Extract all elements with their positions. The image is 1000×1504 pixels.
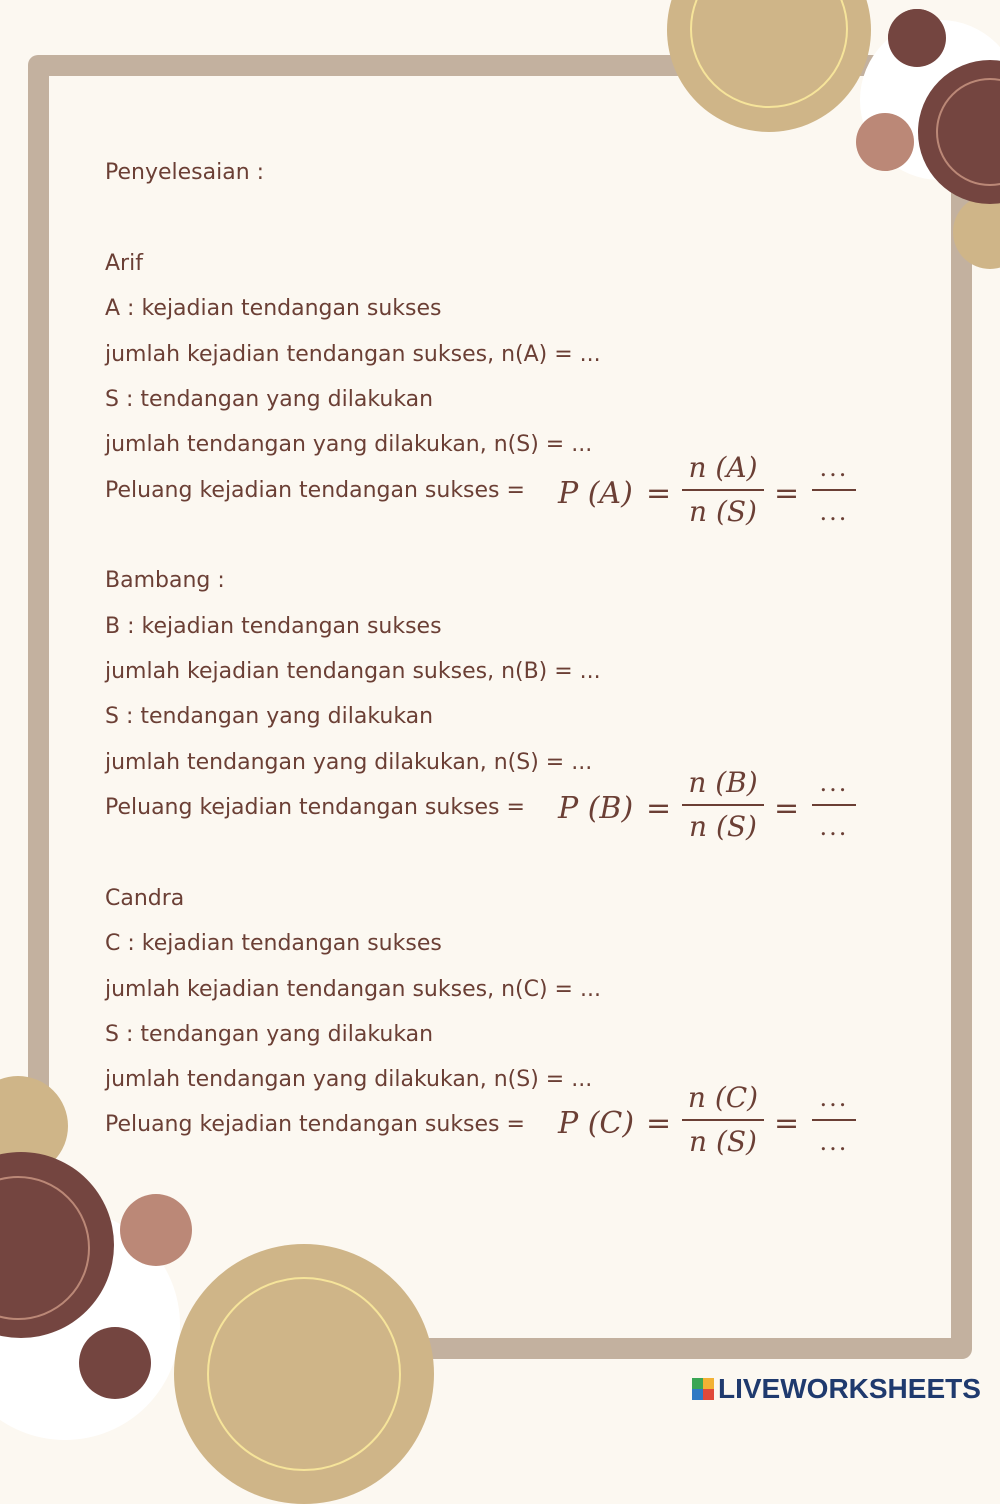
formula-numerator: n (A) <box>688 451 758 484</box>
section-candra-name: Candra <box>105 886 185 911</box>
section-candra-probability-label: Peluang kejadian tendangan sukses = <box>105 1112 525 1137</box>
formula-probability-b <box>558 765 868 855</box>
section-candra-sample-count: jumlah tendangan yang dilakukan, n(S) = ... <box>105 1067 593 1092</box>
liveworksheets-logo[interactable] <box>692 1374 981 1404</box>
section-arif-event-count: jumlah kejadian tendangan sukses, n(A) = ... <box>105 342 601 367</box>
formula-lhs: P (A) <box>558 476 633 511</box>
section-bambang-sample-count: jumlah tendangan yang dilakukan, n(S) = ... <box>105 750 593 775</box>
liveworksheets-logo-text: LIVEWORKSHEETS <box>718 1373 981 1404</box>
formula-equals: = <box>646 791 672 826</box>
section-arif-probability-label: Peluang kejadian tendangan sukses = <box>105 478 525 503</box>
section-arif-event: A : kejadian tendangan sukses <box>105 296 442 321</box>
formula-result-denominator: ... <box>819 498 849 526</box>
formula-lhs: P (C) <box>558 1106 635 1141</box>
fraction-bar <box>812 489 856 491</box>
formula-denominator: n (S) <box>689 495 757 528</box>
formula-numerator: n (B) <box>688 766 758 799</box>
formula-result-numerator: ... <box>819 1084 849 1112</box>
section-candra-event-count: jumlah kejadian tendangan sukses, n(C) = ... <box>105 977 601 1002</box>
fraction-bar <box>682 804 764 806</box>
formula-result-numerator: ... <box>819 769 849 797</box>
fraction-bar <box>682 489 764 491</box>
formula-result-fraction <box>812 450 856 530</box>
formula-denominator: n (S) <box>689 810 757 843</box>
formula-equals: = <box>646 1106 672 1141</box>
formula-fraction <box>682 1080 764 1160</box>
formula-probability-a <box>558 450 868 540</box>
formula-result-denominator: ... <box>819 813 849 841</box>
formula-equals: = <box>774 791 800 826</box>
formula-denominator: n (S) <box>689 1125 757 1158</box>
formula-equals: = <box>646 476 672 511</box>
section-arif-sample-count: jumlah tendangan yang dilakukan, n(S) = ... <box>105 432 593 457</box>
fraction-bar <box>812 804 856 806</box>
formula-result-fraction <box>812 1080 856 1160</box>
liveworksheets-logo-icon <box>692 1378 714 1400</box>
formula-lhs: P (B) <box>558 791 634 826</box>
formula-fraction <box>682 450 764 530</box>
formula-fraction <box>682 765 764 845</box>
formula-equals: = <box>774 476 800 511</box>
fraction-bar <box>812 1119 856 1121</box>
decor-circle-brown-small-top2 <box>888 9 946 67</box>
formula-numerator: n (C) <box>687 1081 759 1114</box>
section-arif-name: Arif <box>105 251 143 276</box>
fraction-bar <box>682 1119 764 1121</box>
section-bambang-event-count: jumlah kejadian tendangan sukses, n(B) = ... <box>105 659 601 684</box>
decor-ring-yellow-bottom <box>207 1277 401 1471</box>
formula-result-denominator: ... <box>819 1128 849 1156</box>
formula-result-numerator: ... <box>819 454 849 482</box>
heading-penyelesaian: Penyelesaian : <box>105 160 265 185</box>
formula-result-fraction <box>812 765 856 845</box>
section-bambang-sample: S : tendangan yang dilakukan <box>105 704 434 729</box>
section-candra-event: C : kejadian tendangan sukses <box>105 931 442 956</box>
formula-probability-c <box>558 1080 868 1170</box>
section-candra-sample: S : tendangan yang dilakukan <box>105 1022 434 1047</box>
decor-circle-brown-small-bottom <box>79 1327 151 1399</box>
decor-circle-rose-top <box>856 113 914 171</box>
section-bambang-probability-label: Peluang kejadian tendangan sukses = <box>105 795 525 820</box>
section-arif-sample: S : tendangan yang dilakukan <box>105 387 434 412</box>
section-bambang-name: Bambang : <box>105 568 225 593</box>
formula-equals: = <box>774 1106 800 1141</box>
section-bambang-event: B : kejadian tendangan sukses <box>105 614 442 639</box>
decor-circle-rose-bottom <box>120 1194 192 1266</box>
